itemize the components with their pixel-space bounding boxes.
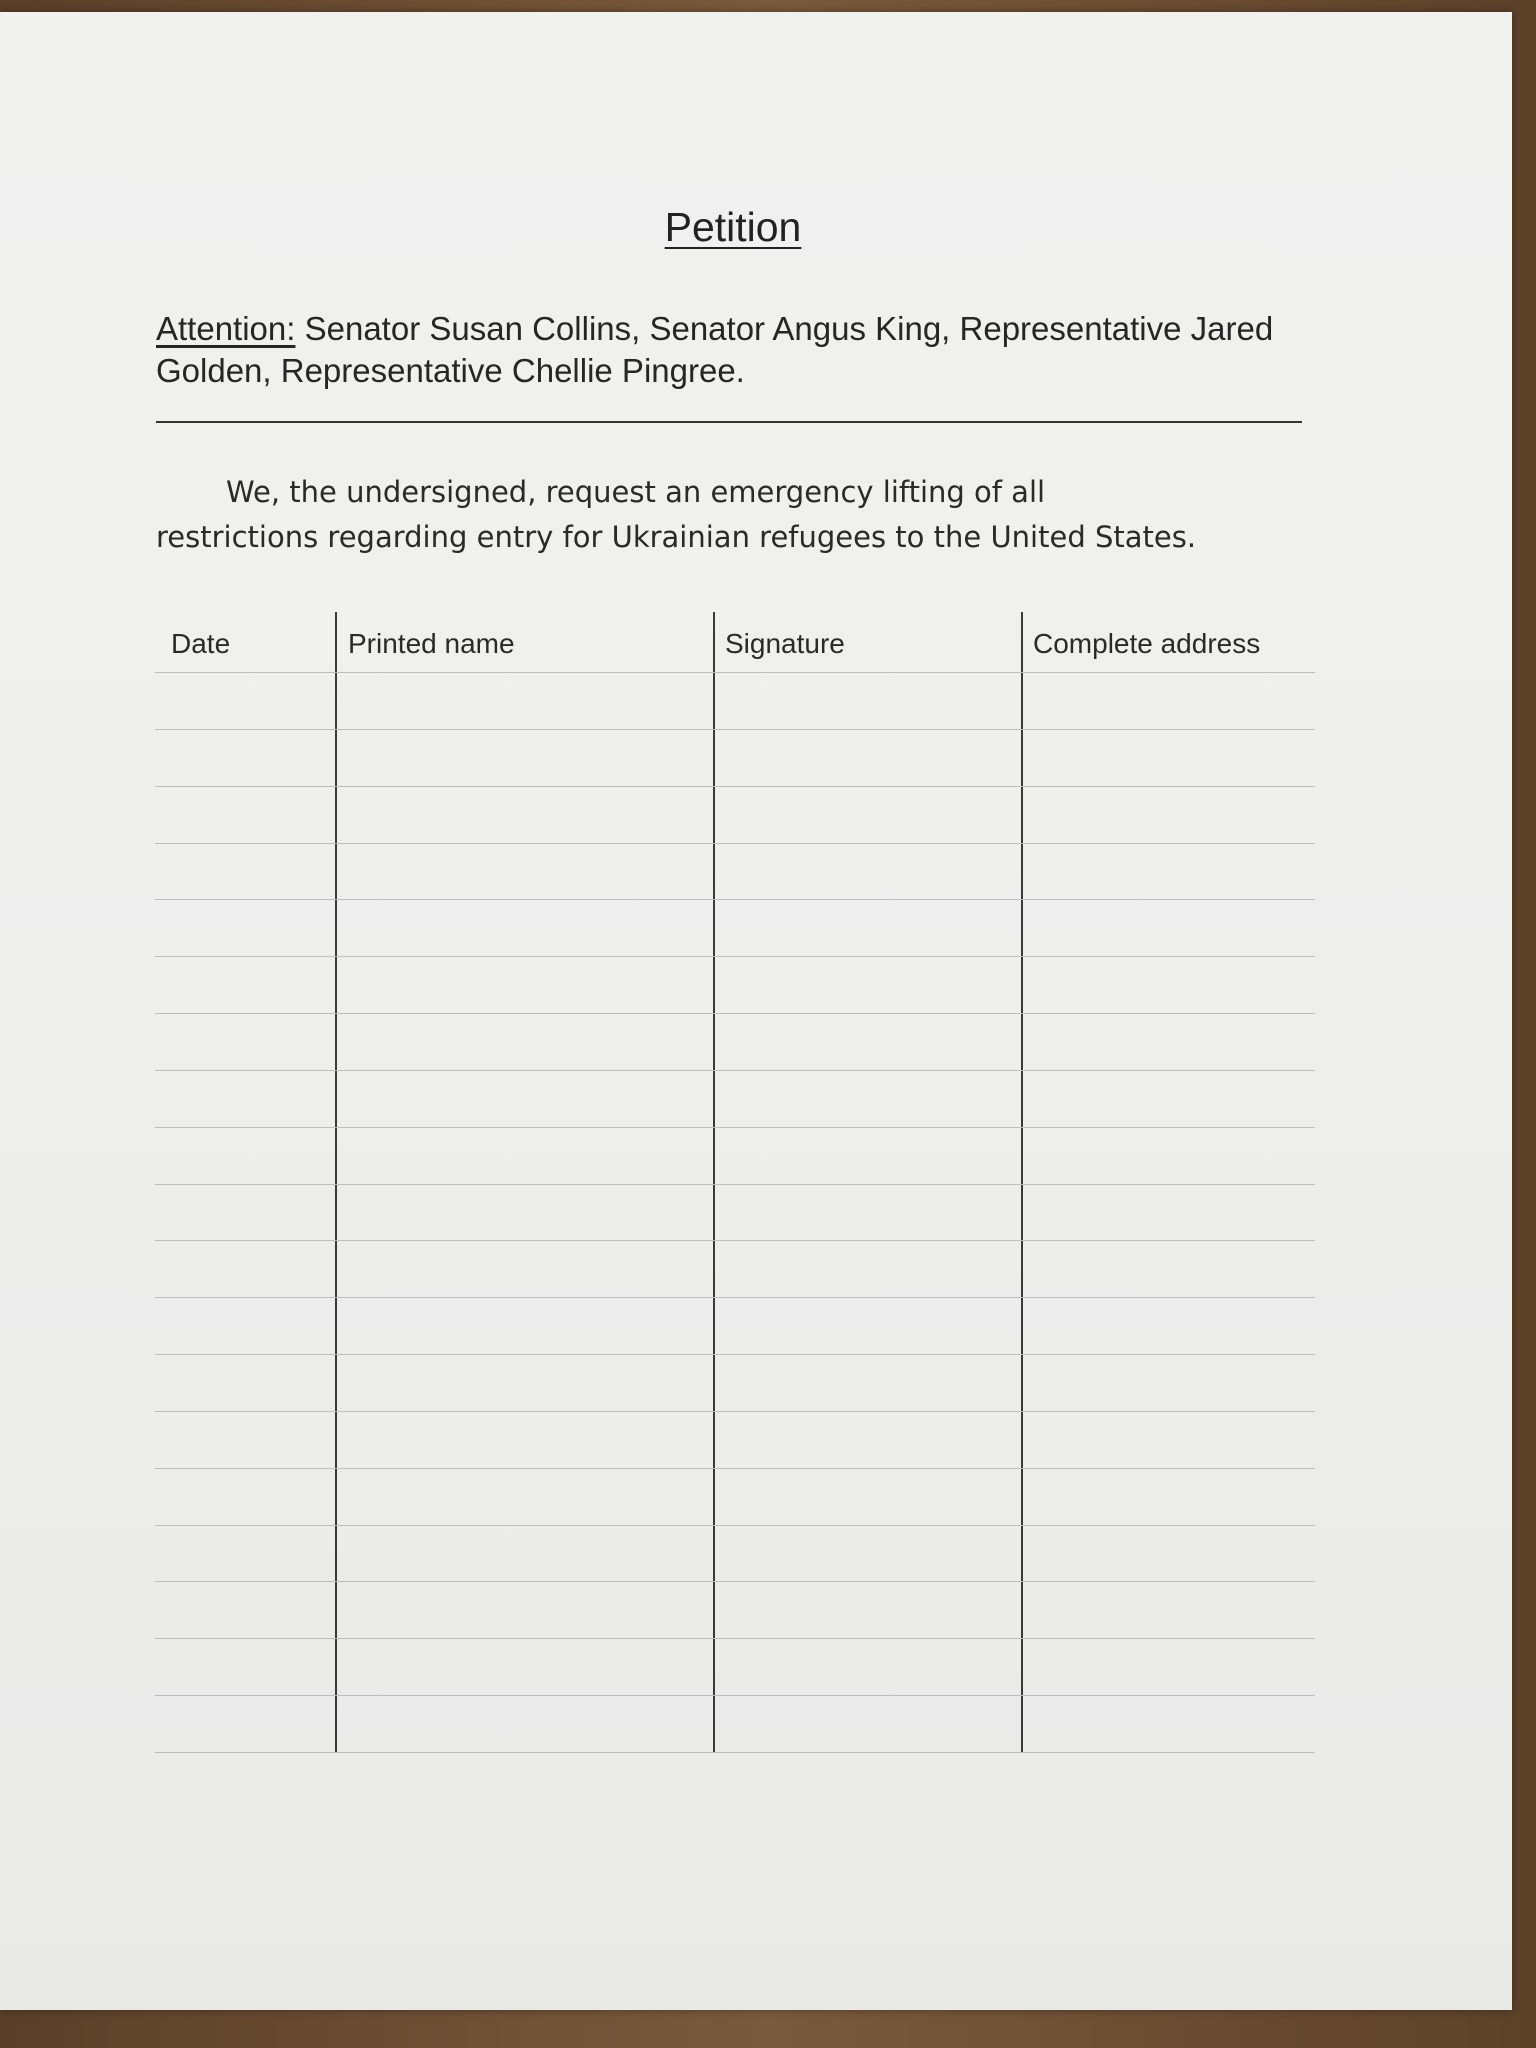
- row-line: [155, 1695, 1315, 1696]
- signature-table: [155, 612, 1315, 1752]
- attention-line: [156, 308, 1276, 392]
- column-header-complete-address: Complete address: [1033, 628, 1261, 659]
- row-line: [155, 1127, 1315, 1128]
- row-line: [155, 1581, 1315, 1582]
- row-line: [155, 1297, 1315, 1298]
- row-line: [155, 1468, 1315, 1469]
- row-line: [155, 1525, 1315, 1526]
- row-line: [155, 843, 1315, 844]
- row-line: [155, 1013, 1315, 1014]
- request-statement: We, the undersigned, request an emergency lifting of all restrictions regarding entry for Ukrainian refugees to the United States.: [156, 475, 1197, 554]
- row-line: [155, 1240, 1315, 1241]
- petition-sheet: [0, 12, 1512, 2010]
- column-header-signature: Signature: [725, 628, 845, 659]
- attention-label: Attention:: [156, 310, 296, 347]
- row-line: [155, 786, 1315, 787]
- row-line: [155, 1184, 1315, 1185]
- row-line: [155, 729, 1315, 730]
- row-line: [155, 899, 1315, 900]
- attention-recipients: Senator Susan Collins, Senator Angus King, Representative Jared Golden, Representative Chellie Pingree.: [156, 310, 1274, 389]
- row-line: [155, 1070, 1315, 1071]
- column-header-printed-name: Printed name: [348, 628, 515, 659]
- row-line: [155, 956, 1315, 957]
- row-line: [155, 1411, 1315, 1412]
- petition-title: Petition: [664, 204, 802, 250]
- row-line: [155, 1354, 1315, 1355]
- row-line: [155, 1638, 1315, 1639]
- row-line: [155, 1752, 1315, 1753]
- column-header-date: Date: [171, 628, 231, 659]
- row-line: [155, 672, 1315, 673]
- header-divider: [156, 421, 1302, 423]
